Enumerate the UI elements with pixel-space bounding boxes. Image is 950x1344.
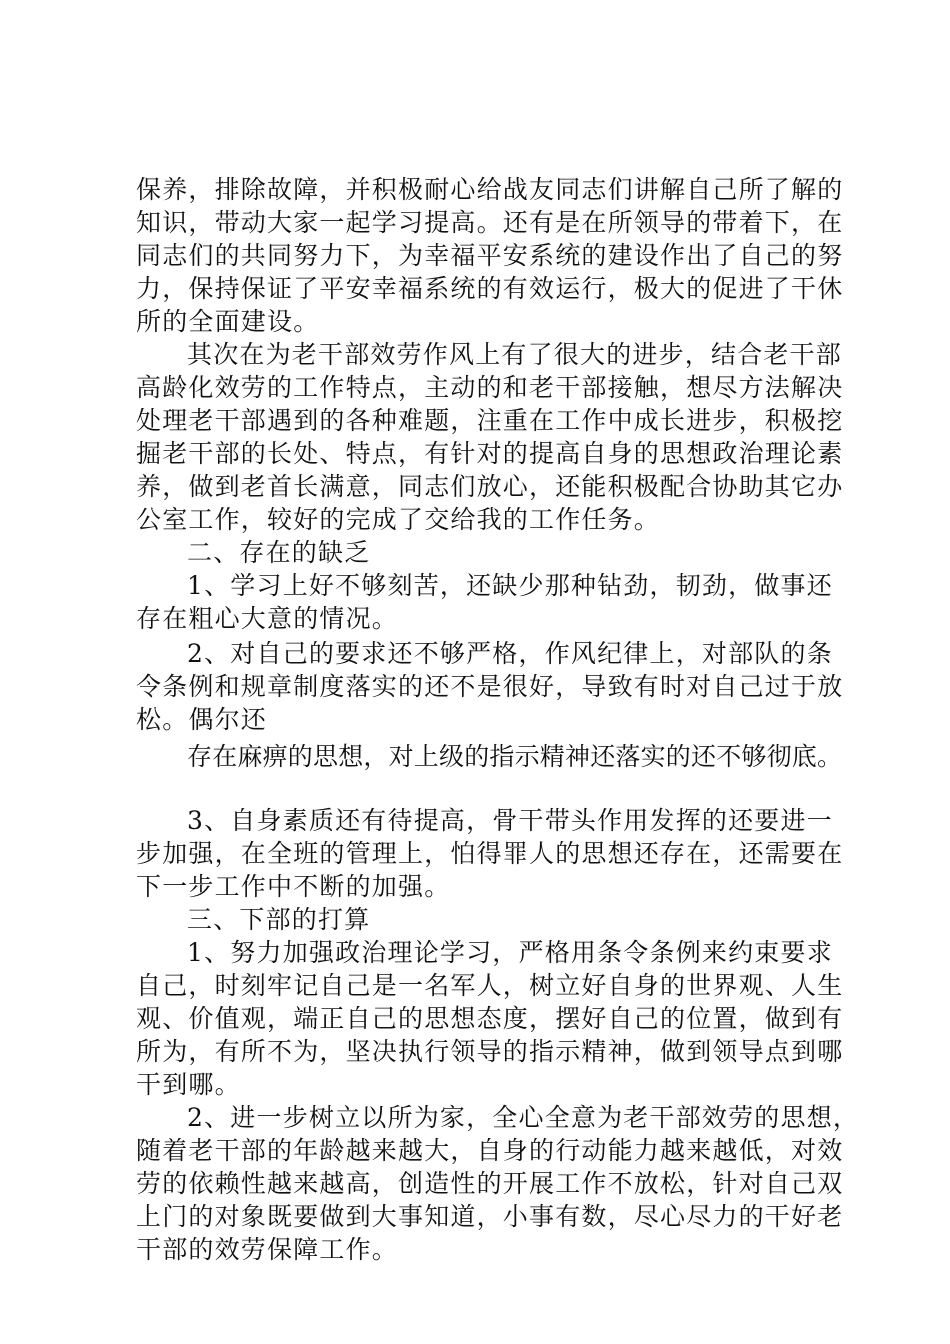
list-item-line: 自己，时刻牢记自己是一名军人，树立好自身的世界观、人生 (136, 971, 844, 1000)
section-heading: 三、下部的打算 (187, 905, 371, 934)
paragraph-line: 保养，排除故障，并积极耐心给战友同志们讲解自己所了解的 (136, 175, 844, 204)
paragraph-line: 处理老干部遇到的各种难题，注重在工作中成长进步，积极挖 (136, 406, 844, 435)
paragraph-line: 知识，带动大家一起学习提高。还有是在所领导的带着下，在 (136, 208, 844, 237)
list-item-line: 令条例和规章制度落实的还不是很好，导致有时对自己过于放 (136, 672, 844, 701)
paragraph-line: 掘老干部的长处、特点，有针对的提高自身的思想政治理论素 (136, 439, 844, 468)
paragraph-line: 所的全面建设。 (136, 307, 320, 336)
list-item-line: 干部的效劳保障工作。 (136, 1235, 399, 1264)
list-item-line: 2、进一步树立以所为家，全心全意为老干部效劳的思想， (187, 1103, 860, 1132)
paragraph-line: 同志们的共同努力下，为幸福平安系统的建设作出了自己的努 (136, 241, 844, 270)
list-item-line: 下一步工作中不断的加强。 (136, 872, 451, 901)
paragraph-line: 养，做到老首长满意，同志们放心，还能积极配合协助其它办 (136, 472, 844, 501)
list-item-line: 3、自身素质还有待提高，骨干带头作用发挥的还要进一 (187, 806, 833, 835)
list-item-line: 1、努力加强政治理论学习，严格用条令条例来约束要求 (187, 938, 833, 967)
list-item-line: 观、价值观，端正自己的思想态度，摆好自己的位置，做到有 (136, 1004, 844, 1033)
list-item-line: 所为，有所不为，坚决执行领导的指示精神，做到领导点到哪 (136, 1037, 844, 1066)
list-item-line: 劳的依赖性越来越高，创造性的开展工作不放松，针对自己双 (136, 1169, 844, 1198)
list-item-line: 1、学习上好不够刻苦，还缺少那种钻劲，韧劲，做事还 (187, 571, 833, 600)
list-item-line: 2、对自己的要求还不够严格，作风纪律上，对部队的条 (187, 639, 833, 668)
paragraph-line: 其次在为老干部效劳作风上有了很大的进步，结合老干部 (187, 340, 843, 369)
list-item-line: 干到哪。 (136, 1070, 241, 1099)
list-item-line: 存在麻痹的思想，对上级的指示精神还落实的还不够彻底。 (187, 742, 843, 771)
paragraph-line: 力，保持保证了平安幸福系统的有效运行，极大的促进了干休 (136, 274, 844, 303)
list-item-line: 上门的对象既要做到大事知道，小事有数，尽心尽力的干好老 (136, 1202, 844, 1231)
list-item-line: 存在粗心大意的情况。 (136, 604, 399, 633)
list-item-line: 松。偶尔还 (136, 705, 268, 734)
section-heading: 二、存在的缺乏 (187, 538, 371, 567)
paragraph-line: 高龄化效劳的工作特点，主动的和老干部接触，想尽方法解决 (136, 373, 844, 402)
list-item-line: 步加强，在全班的管理上，怕得罪人的思想还存在，还需要在 (136, 839, 844, 868)
paragraph-line: 公室工作，较好的完成了交给我的工作任务。 (136, 505, 661, 534)
list-item-line: 随着老干部的年龄越来越大，自身的行动能力越来越低，对效 (136, 1136, 844, 1165)
